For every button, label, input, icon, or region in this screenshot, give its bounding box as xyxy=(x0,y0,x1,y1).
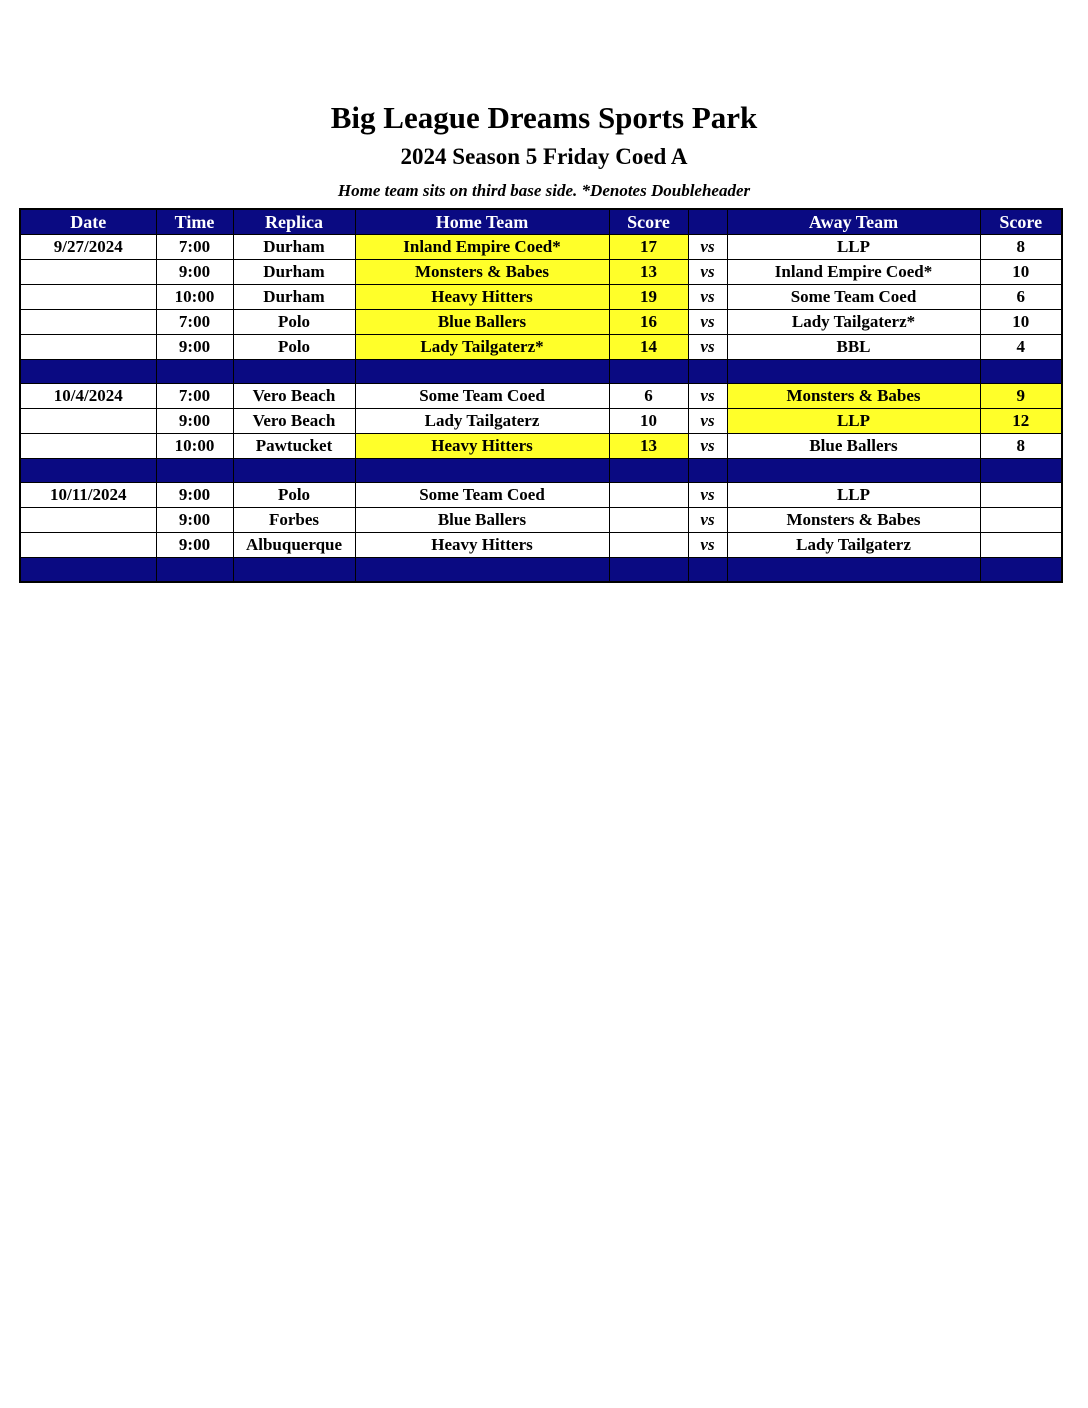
away-team-cell: Inland Empire Coed* xyxy=(727,260,980,285)
away-score-cell xyxy=(980,533,1062,558)
away-score-cell: 12 xyxy=(980,409,1062,434)
time-cell: 10:00 xyxy=(156,285,233,310)
replica-cell: Durham xyxy=(233,260,355,285)
table-row xyxy=(20,533,1062,558)
table-row xyxy=(20,483,1062,508)
separator-cell xyxy=(688,360,727,384)
vs-cell: vs xyxy=(688,335,727,360)
separator-cell xyxy=(609,360,688,384)
replica-cell: Polo xyxy=(233,483,355,508)
separator-cell xyxy=(156,360,233,384)
time-cell: 7:00 xyxy=(156,384,233,409)
vs-cell: vs xyxy=(688,260,727,285)
separator-cell xyxy=(156,459,233,483)
home-score-cell: 13 xyxy=(609,434,688,459)
away-team-cell: Blue Ballers xyxy=(727,434,980,459)
date-cell xyxy=(20,260,156,285)
home-score-cell: 17 xyxy=(609,235,688,260)
away-team-cell: LLP xyxy=(727,409,980,434)
home-score-cell xyxy=(609,508,688,533)
vs-cell: vs xyxy=(688,533,727,558)
home-score-cell: 13 xyxy=(609,260,688,285)
schedule-table xyxy=(19,208,1063,583)
home-team-cell: Monsters & Babes xyxy=(355,260,609,285)
home-team-cell: Heavy Hitters xyxy=(355,533,609,558)
replica-cell: Durham xyxy=(233,285,355,310)
away-score-cell: 10 xyxy=(980,260,1062,285)
date-cell xyxy=(20,310,156,335)
vs-cell: vs xyxy=(688,483,727,508)
week-separator-row xyxy=(20,360,1062,384)
separator-cell xyxy=(980,459,1062,483)
time-cell: 9:00 xyxy=(156,508,233,533)
table-row xyxy=(20,285,1062,310)
time-cell: 7:00 xyxy=(156,310,233,335)
home-score-cell: 6 xyxy=(609,384,688,409)
home-score-cell xyxy=(609,483,688,508)
separator-cell xyxy=(688,558,727,583)
separator-cell xyxy=(233,360,355,384)
col-header-home-team: Home Team xyxy=(355,209,609,235)
schedule-body xyxy=(20,235,1062,583)
vs-cell: vs xyxy=(688,508,727,533)
away-team-cell: Monsters & Babes xyxy=(727,508,980,533)
date-cell xyxy=(20,335,156,360)
page-subtitle: 2024 Season 5 Friday Coed A xyxy=(400,144,688,169)
home-score-cell: 16 xyxy=(609,310,688,335)
away-team-cell: LLP xyxy=(727,483,980,508)
home-team-cell: Blue Ballers xyxy=(355,508,609,533)
separator-cell xyxy=(233,459,355,483)
away-score-cell: 4 xyxy=(980,335,1062,360)
week-separator-row xyxy=(20,459,1062,483)
replica-cell: Vero Beach xyxy=(233,384,355,409)
away-score-cell: 6 xyxy=(980,285,1062,310)
separator-cell xyxy=(688,459,727,483)
separator-cell xyxy=(355,360,609,384)
home-team-cell: Heavy Hitters xyxy=(355,434,609,459)
time-cell: 9:00 xyxy=(156,409,233,434)
date-cell: 9/27/2024 xyxy=(20,235,156,260)
col-header-away-team: Away Team xyxy=(727,209,980,235)
table-row xyxy=(20,260,1062,285)
home-team-cell: Inland Empire Coed* xyxy=(355,235,609,260)
table-row xyxy=(20,384,1062,409)
away-team-cell: Monsters & Babes xyxy=(727,384,980,409)
time-cell: 9:00 xyxy=(156,260,233,285)
table-header-row xyxy=(20,209,1062,235)
separator-cell xyxy=(20,360,156,384)
away-team-cell: BBL xyxy=(727,335,980,360)
time-cell: 9:00 xyxy=(156,533,233,558)
separator-cell xyxy=(609,459,688,483)
separator-cell xyxy=(727,360,980,384)
away-score-cell: 8 xyxy=(980,434,1062,459)
page-title: Big League Dreams Sports Park xyxy=(330,100,758,135)
date-cell xyxy=(20,434,156,459)
date-cell: 10/4/2024 xyxy=(20,384,156,409)
replica-cell: Polo xyxy=(233,310,355,335)
replica-cell: Polo xyxy=(233,335,355,360)
col-header-time: Time xyxy=(156,209,233,235)
vs-cell: vs xyxy=(688,235,727,260)
vs-cell: vs xyxy=(688,285,727,310)
away-score-cell: 8 xyxy=(980,235,1062,260)
home-team-cell: Some Team Coed xyxy=(355,483,609,508)
table-row xyxy=(20,508,1062,533)
table-row xyxy=(20,235,1062,260)
separator-cell xyxy=(609,558,688,583)
home-score-cell: 19 xyxy=(609,285,688,310)
col-header-vs xyxy=(688,209,727,235)
replica-cell: Forbes xyxy=(233,508,355,533)
home-score-cell xyxy=(609,533,688,558)
schedule-note: Home team sits on third base side. *Denotes Doubleheader xyxy=(337,181,751,200)
time-cell: 9:00 xyxy=(156,483,233,508)
time-cell: 10:00 xyxy=(156,434,233,459)
replica-cell: Pawtucket xyxy=(233,434,355,459)
date-cell xyxy=(20,508,156,533)
replica-cell: Vero Beach xyxy=(233,409,355,434)
separator-cell xyxy=(727,558,980,583)
col-header-home-score: Score xyxy=(609,209,688,235)
away-team-cell: LLP xyxy=(727,235,980,260)
separator-cell xyxy=(20,459,156,483)
vs-cell: vs xyxy=(688,434,727,459)
separator-cell xyxy=(980,360,1062,384)
col-header-away-score: Score xyxy=(980,209,1062,235)
away-team-cell: Lady Tailgaterz xyxy=(727,533,980,558)
date-cell xyxy=(20,409,156,434)
home-team-cell: Heavy Hitters xyxy=(355,285,609,310)
home-team-cell: Some Team Coed xyxy=(355,384,609,409)
away-score-cell xyxy=(980,483,1062,508)
separator-cell xyxy=(233,558,355,583)
away-score-cell: 10 xyxy=(980,310,1062,335)
away-team-cell: Some Team Coed xyxy=(727,285,980,310)
home-score-cell: 10 xyxy=(609,409,688,434)
date-cell xyxy=(20,285,156,310)
away-score-cell xyxy=(980,508,1062,533)
col-header-date: Date xyxy=(20,209,156,235)
col-header-replica: Replica xyxy=(233,209,355,235)
table-row xyxy=(20,335,1062,360)
vs-cell: vs xyxy=(688,384,727,409)
home-team-cell: Blue Ballers xyxy=(355,310,609,335)
week-separator-row xyxy=(20,558,1062,583)
home-team-cell: Lady Tailgaterz xyxy=(355,409,609,434)
separator-cell xyxy=(20,558,156,583)
replica-cell: Albuquerque xyxy=(233,533,355,558)
separator-cell xyxy=(980,558,1062,583)
away-score-cell: 9 xyxy=(980,384,1062,409)
away-team-cell: Lady Tailgaterz* xyxy=(727,310,980,335)
separator-cell xyxy=(156,558,233,583)
vs-cell: vs xyxy=(688,310,727,335)
separator-cell xyxy=(727,459,980,483)
time-cell: 9:00 xyxy=(156,335,233,360)
table-row xyxy=(20,310,1062,335)
home-team-cell: Lady Tailgaterz* xyxy=(355,335,609,360)
vs-cell: vs xyxy=(688,409,727,434)
date-cell xyxy=(20,533,156,558)
separator-cell xyxy=(355,459,609,483)
date-cell: 10/11/2024 xyxy=(20,483,156,508)
replica-cell: Durham xyxy=(233,235,355,260)
separator-cell xyxy=(355,558,609,583)
table-row xyxy=(20,434,1062,459)
time-cell: 7:00 xyxy=(156,235,233,260)
table-row xyxy=(20,409,1062,434)
home-score-cell: 14 xyxy=(609,335,688,360)
